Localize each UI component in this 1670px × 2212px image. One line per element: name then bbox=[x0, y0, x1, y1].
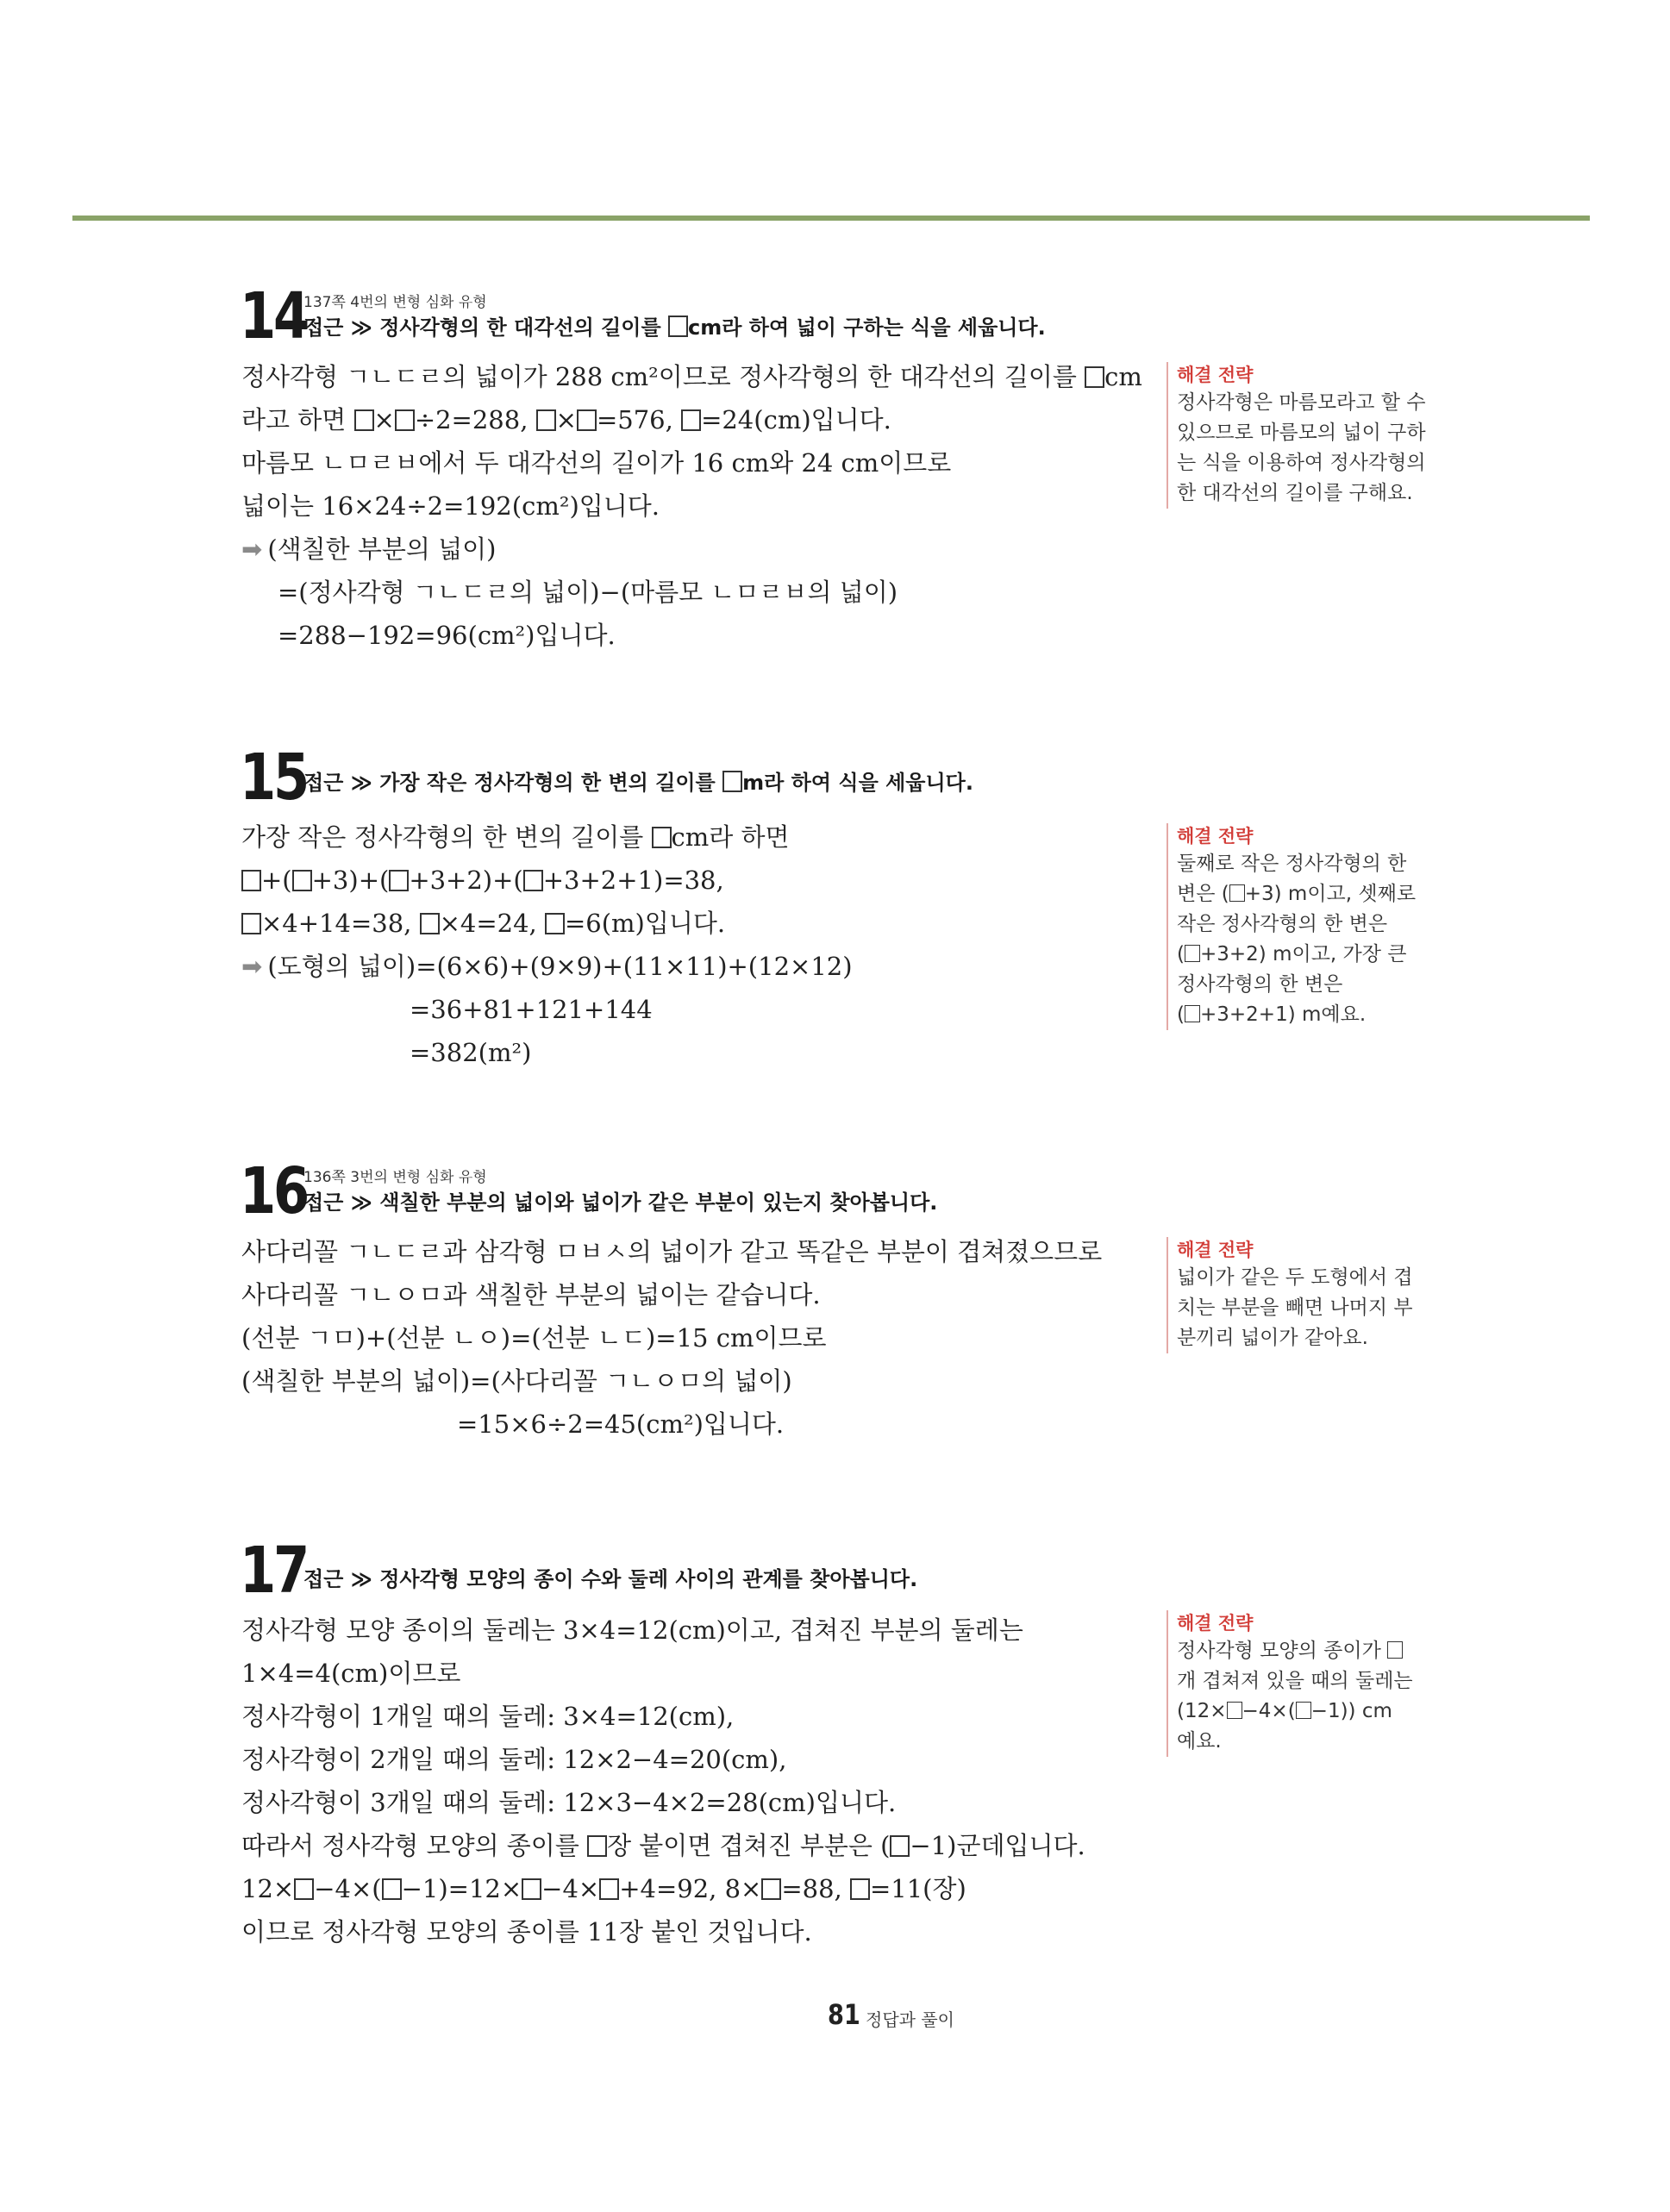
solution-body bbox=[241, 1230, 1155, 1446]
text-segment: 넓이가 같은 두 도형에서 겹 bbox=[1177, 1266, 1413, 1289]
solution-line bbox=[241, 1359, 1155, 1403]
solution-line bbox=[241, 1230, 1155, 1273]
text-segment: 치는 부분을 빼면 나머지 부 bbox=[1177, 1297, 1413, 1319]
text-segment: 이므로 정사각형 모양의 종이를 11장 붙인 것입니다. bbox=[241, 1917, 812, 1946]
solution-line bbox=[241, 441, 1155, 484]
blank-box bbox=[1296, 1702, 1311, 1719]
text-segment: 정사각형 모양의 종이가 bbox=[1177, 1640, 1388, 1662]
problem-number: 14 bbox=[240, 279, 307, 353]
solution-line bbox=[241, 571, 1155, 614]
solution-line bbox=[241, 1867, 1155, 1910]
strategy-line bbox=[1177, 1727, 1453, 1757]
text-segment: (색칠한 부분의 넓이) bbox=[267, 534, 497, 564]
text-segment: +4=92, 8× bbox=[619, 1874, 762, 1903]
blank-box bbox=[681, 409, 701, 431]
solution-line bbox=[241, 1609, 1155, 1652]
strategy-tip bbox=[1166, 823, 1453, 1030]
text-segment: 1×4=4(cm)이므로 bbox=[241, 1659, 461, 1688]
blank-box bbox=[536, 409, 556, 431]
text-segment: 접근 ≫ 정사각형의 한 대각선의 길이를 bbox=[303, 316, 669, 340]
blank-box bbox=[1185, 1005, 1200, 1022]
solution-line bbox=[241, 815, 1155, 859]
solution-line bbox=[241, 1910, 1155, 1953]
strategy-line bbox=[1177, 970, 1453, 1000]
blank-box bbox=[761, 1878, 781, 1900]
strategy-line bbox=[1177, 1293, 1453, 1323]
strategy-line bbox=[1177, 1323, 1453, 1353]
text-segment: −4×( bbox=[1242, 1700, 1296, 1722]
blank-box bbox=[722, 771, 742, 792]
text-segment: × bbox=[373, 405, 395, 434]
text-segment: (도형의 넓이)=(6×6)+(9×9)+(11×11)+(12×12) bbox=[267, 952, 853, 981]
solution-line bbox=[241, 859, 1155, 902]
problem-number: 17 bbox=[240, 1534, 307, 1608]
text-segment: 장 붙이면 겹쳐진 부분은 ( bbox=[607, 1831, 891, 1860]
text-segment: −4×( bbox=[314, 1874, 382, 1903]
strategy-line bbox=[1177, 478, 1453, 509]
text-segment: 접근 ≫ 정사각형 모양의 종이 수와 둘레 사이의 관계를 찾아봅니다. bbox=[303, 1567, 918, 1591]
text-segment: 는 식을 이용하여 정사각형의 bbox=[1177, 452, 1426, 474]
strategy-line bbox=[1177, 849, 1453, 879]
blank-box bbox=[292, 870, 312, 891]
text-segment: cm라 하여 넓이 구하는 식을 세웁니다. bbox=[688, 316, 1046, 340]
blank-box bbox=[1229, 884, 1245, 902]
text-segment: +3+2) m이고, 가장 큰 bbox=[1199, 943, 1407, 965]
blank-box bbox=[1085, 366, 1104, 388]
text-segment: cm bbox=[1104, 362, 1142, 391]
text-segment: 둘째로 작은 정사각형의 한 bbox=[1177, 853, 1407, 875]
blank-box bbox=[382, 1878, 402, 1900]
strategy-line bbox=[1177, 1666, 1453, 1696]
problem-number: 15 bbox=[240, 740, 307, 815]
strategy-line bbox=[1177, 909, 1453, 940]
solution-line bbox=[241, 1652, 1155, 1695]
solution-line bbox=[241, 1738, 1155, 1781]
solution-line bbox=[241, 1824, 1155, 1867]
strategy-line bbox=[1177, 448, 1453, 478]
solution-line bbox=[241, 988, 1155, 1031]
text-segment: +3+2+1) m예요. bbox=[1199, 1003, 1367, 1026]
blank-box bbox=[354, 409, 374, 431]
text-segment: 12× bbox=[241, 1874, 295, 1903]
strategy-label: 해결 전략 bbox=[1177, 1613, 1254, 1634]
problem-reference: 136쪽 3번의 변형 심화 유형 bbox=[303, 1169, 487, 1186]
text-segment: 사다리꼴 ㄱㄴㄷㄹ과 삼각형 ㅁㅂㅅ의 넓이가 같고 똑같은 부분이 겹쳐졌으므로 bbox=[241, 1237, 1103, 1266]
solution-line bbox=[241, 1316, 1155, 1359]
text-segment: +3) m이고, 셋째로 bbox=[1244, 883, 1417, 905]
solution-line bbox=[241, 1781, 1155, 1824]
strategy-line bbox=[1177, 1000, 1453, 1030]
text-segment: =382(m²) bbox=[410, 1038, 532, 1067]
problem-reference: 137쪽 4번의 변형 심화 유형 bbox=[303, 294, 487, 311]
text-segment: −1)) cm bbox=[1310, 1700, 1392, 1722]
text-segment: 정사각형 ㄱㄴㄷㄹ의 넓이가 288 cm²이므로 정사각형의 한 대각선의 길이를 bbox=[241, 362, 1085, 391]
solution-line bbox=[241, 945, 1155, 988]
blank-box bbox=[241, 870, 261, 891]
text-segment: 접근 ≫ 색칠한 부분의 넓이와 넓이가 같은 부분이 있는지 찾아봅니다. bbox=[303, 1190, 938, 1215]
text-segment: (12× bbox=[1177, 1700, 1227, 1722]
text-segment: 사다리꼴 ㄱㄴㅇㅁ과 색칠한 부분의 넓이는 같습니다. bbox=[241, 1280, 821, 1309]
text-segment: =6(m)입니다. bbox=[564, 909, 726, 938]
text-segment: +( bbox=[261, 865, 292, 895]
text-segment: =288−192=96(cm²)입니다. bbox=[278, 621, 616, 650]
blank-box bbox=[294, 1878, 314, 1900]
blank-box bbox=[395, 409, 415, 431]
blank-box bbox=[599, 1878, 619, 1900]
strategy-line bbox=[1177, 940, 1453, 970]
blank-box bbox=[545, 913, 565, 934]
solution-line bbox=[241, 1695, 1155, 1738]
text-segment: m라 하여 식을 세웁니다. bbox=[742, 771, 973, 795]
text-segment: ( bbox=[1177, 1003, 1185, 1026]
strategy-tip bbox=[1166, 1237, 1453, 1353]
text-segment: ×4=24, bbox=[439, 909, 545, 938]
text-segment: +3)+( bbox=[311, 865, 390, 895]
strategy-line bbox=[1177, 1696, 1453, 1727]
blank-box bbox=[522, 1878, 541, 1900]
strategy-tip bbox=[1166, 1610, 1453, 1757]
text-segment: 가장 작은 정사각형의 한 변의 길이를 bbox=[241, 822, 652, 852]
solution-body bbox=[241, 815, 1155, 1074]
blank-box bbox=[389, 870, 409, 891]
solution-line bbox=[241, 484, 1155, 528]
approach-line bbox=[303, 765, 973, 796]
strategy-label: 해결 전략 bbox=[1177, 826, 1254, 847]
arrow-icon: ➡ bbox=[241, 952, 263, 981]
text-segment: =(정사각형 ㄱㄴㄷㄹ의 넓이)−(마름모 ㄴㅁㄹㅂ의 넓이) bbox=[278, 578, 898, 607]
text-segment: −4× bbox=[541, 1874, 600, 1903]
blank-box bbox=[668, 316, 688, 337]
text-segment: 라고 하면 bbox=[241, 405, 354, 434]
text-segment: 한 대각선의 길이를 구해요. bbox=[1177, 482, 1413, 504]
text-segment: 예요. bbox=[1177, 1730, 1222, 1753]
solution-line bbox=[241, 614, 1155, 657]
text-segment: =11(장) bbox=[869, 1874, 966, 1903]
text-segment: −1)군데입니다. bbox=[910, 1831, 1085, 1860]
text-segment: 마름모 ㄴㅁㄹㅂ에서 두 대각선의 길이가 16 cm와 24 cm이므로 bbox=[241, 448, 952, 478]
text-segment: =576, bbox=[596, 405, 682, 434]
strategy-line bbox=[1177, 1636, 1453, 1666]
text-segment: 접근 ≫ 가장 작은 정사각형의 한 변의 길이를 bbox=[303, 771, 723, 795]
text-segment: 분끼리 넓이가 같아요. bbox=[1177, 1327, 1368, 1349]
solution-line bbox=[241, 1403, 1155, 1446]
text-segment: 개 겹쳐져 있을 때의 둘레는 bbox=[1177, 1670, 1413, 1692]
blank-box bbox=[1387, 1641, 1403, 1659]
strategy-line bbox=[1177, 879, 1453, 909]
text-segment: 정사각형의 한 변은 bbox=[1177, 973, 1343, 996]
text-segment: =24(cm)입니다. bbox=[701, 405, 891, 434]
strategy-line bbox=[1177, 418, 1453, 448]
text-segment: 넓이는 16×24÷2=192(cm²)입니다. bbox=[241, 491, 660, 521]
text-segment: ÷2=288, bbox=[414, 405, 536, 434]
text-segment: (선분 ㄱㅁ)+(선분 ㄴㅇ)=(선분 ㄴㄷ)=15 cm이므로 bbox=[241, 1323, 827, 1353]
approach-line bbox=[303, 1562, 917, 1592]
text-segment: 정사각형이 1개일 때의 둘레: 3×4=12(cm), bbox=[241, 1702, 735, 1731]
text-segment: +3+2+1)=38, bbox=[542, 865, 724, 895]
blank-box bbox=[1185, 945, 1200, 962]
text-segment: =88, bbox=[781, 1874, 850, 1903]
strategy-label: 해결 전략 bbox=[1177, 365, 1254, 385]
page-number: 81 bbox=[828, 1998, 860, 2031]
footer-label: 정답과 풀이 bbox=[866, 2009, 954, 2030]
text-segment: 정사각형 모양 종이의 둘레는 3×4=12(cm)이고, 겹쳐진 부분의 둘레는 bbox=[241, 1615, 1023, 1645]
text-segment: =15×6÷2=45(cm²)입니다. bbox=[457, 1409, 785, 1439]
solution-body bbox=[241, 1609, 1155, 1953]
text-segment: ( bbox=[1177, 943, 1185, 965]
text-segment: 작은 정사각형의 한 변은 bbox=[1177, 913, 1388, 935]
text-segment: 정사각형은 마름모라고 할 수 bbox=[1177, 391, 1426, 414]
solution-line bbox=[241, 528, 1155, 571]
strategy-line bbox=[1177, 1263, 1453, 1293]
approach-line bbox=[303, 310, 1046, 341]
header-rule bbox=[72, 216, 1590, 221]
blank-box bbox=[890, 1835, 910, 1857]
text-segment: 정사각형이 3개일 때의 둘레: 12×3−4×2=28(cm)입니다. bbox=[241, 1788, 897, 1817]
text-segment: cm라 하면 bbox=[671, 822, 790, 852]
solution-line bbox=[241, 902, 1155, 945]
blank-box bbox=[850, 1878, 870, 1900]
solution-body bbox=[241, 355, 1155, 657]
text-segment: (색칠한 부분의 넓이)=(사다리꼴 ㄱㄴㅇㅁ의 넓이) bbox=[241, 1366, 792, 1396]
strategy-label: 해결 전략 bbox=[1177, 1240, 1254, 1260]
text-segment: 따라서 정사각형 모양의 종이를 bbox=[241, 1831, 588, 1860]
blank-box bbox=[420, 913, 440, 934]
strategy-line bbox=[1177, 388, 1453, 418]
arrow-icon: ➡ bbox=[241, 534, 263, 564]
text-segment: × bbox=[555, 405, 577, 434]
solution-line bbox=[241, 355, 1155, 398]
blank-box bbox=[587, 1835, 607, 1857]
approach-line bbox=[303, 1185, 937, 1215]
text-segment: −1)=12× bbox=[401, 1874, 522, 1903]
strategy-tip bbox=[1166, 362, 1453, 509]
blank-box bbox=[241, 913, 261, 934]
blank-box bbox=[523, 870, 543, 891]
blank-box bbox=[1227, 1702, 1242, 1719]
text-segment: 있으므로 마름모의 넓이 구하 bbox=[1177, 422, 1426, 444]
text-segment: =36+81+121+144 bbox=[410, 995, 653, 1024]
solution-line bbox=[241, 1273, 1155, 1316]
blank-box bbox=[652, 827, 672, 848]
problem-number: 16 bbox=[240, 1154, 307, 1228]
text-segment: 정사각형이 2개일 때의 둘레: 12×2−4=20(cm), bbox=[241, 1745, 787, 1774]
solution-line bbox=[241, 1031, 1155, 1074]
solution-line bbox=[241, 398, 1155, 441]
text-segment: +3+2)+( bbox=[409, 865, 523, 895]
text-segment: ×4+14=38, bbox=[261, 909, 420, 938]
blank-box bbox=[577, 409, 597, 431]
text-segment: 변은 ( bbox=[1177, 883, 1229, 905]
